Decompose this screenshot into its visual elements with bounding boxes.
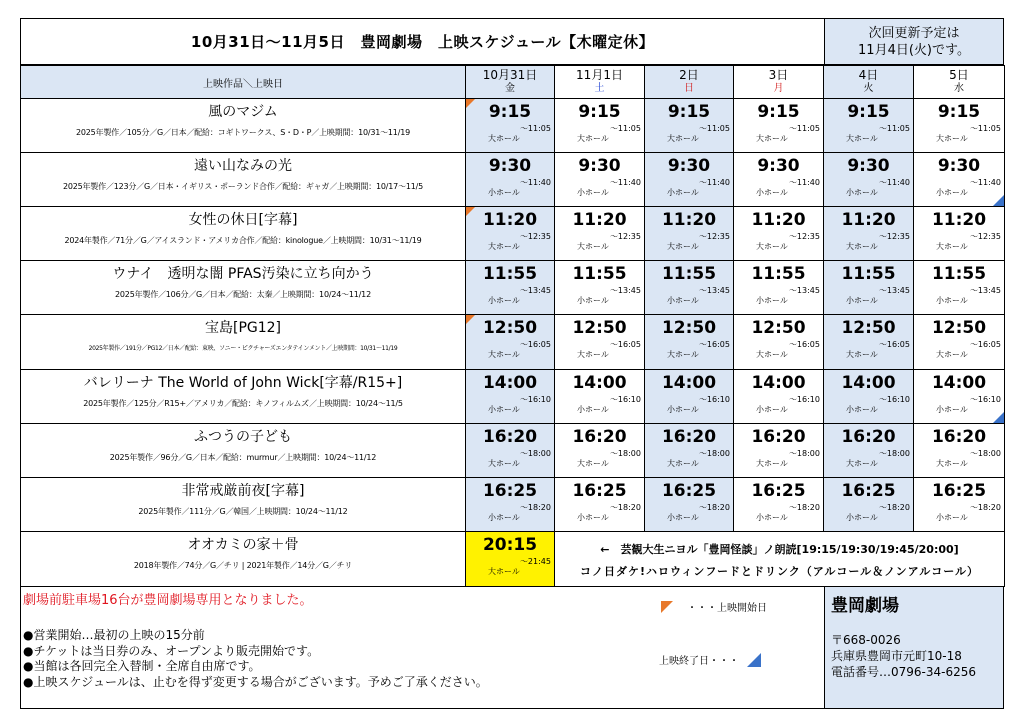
showtime-slot: [824, 99, 914, 153]
screen-name: 大ホール: [846, 459, 878, 468]
end-time: ～11:40: [698, 178, 730, 187]
showtime-slot: [466, 478, 555, 532]
day-date: 2日: [679, 68, 699, 82]
showtime-slot: [555, 315, 645, 370]
end-time: ～16:10: [878, 395, 910, 404]
showtime-slot: [555, 424, 645, 478]
showtime-slot: [466, 370, 555, 424]
movie-title: 宝島[PG12]: [204, 320, 282, 336]
movie-cell: [21, 207, 466, 261]
screen-name: 小ホール: [756, 513, 788, 522]
start-time: 9:30: [757, 156, 800, 176]
end-time: ～11:40: [519, 178, 551, 187]
screen-name: 小ホール: [667, 296, 699, 305]
showtime-slot: [466, 99, 555, 153]
end-time: ～11:05: [698, 124, 730, 133]
screen-name: 大ホール: [936, 350, 968, 359]
screen-name: 小ホール: [488, 296, 520, 305]
movie-cell: [21, 153, 466, 207]
showtime-slot: [555, 207, 645, 261]
movie-title: 遠い山なみの光: [194, 158, 292, 174]
movie-info: 2025年製作／123分／G／日本・イギリス・ポーランド合作／配給：ギャガ／上映期間：10/17～11/5: [62, 182, 424, 191]
start-time: 9:30: [847, 156, 890, 176]
screen-name: 小ホール: [846, 405, 878, 414]
screen-name: 小ホール: [936, 405, 968, 414]
day-weekday: 土: [594, 83, 605, 94]
showtime-slot: [555, 370, 645, 424]
showtime-slot: [645, 424, 734, 478]
end-time: ～18:00: [698, 449, 730, 458]
start-time: 16:20: [751, 427, 806, 447]
end-time: ～13:45: [519, 286, 551, 295]
parking-notice: 劇場前駐車場16台が豊岡劇場専用となりました。: [23, 593, 313, 608]
start-time: 11:55: [931, 264, 987, 284]
start-time: 14:00: [572, 373, 627, 393]
legend-end-label: 上映終了日・・・: [659, 656, 739, 667]
movie-cell: [21, 261, 466, 315]
screen-name: 大ホール: [756, 242, 788, 251]
end-time: ～18:00: [788, 449, 820, 458]
end-time: ～18:20: [788, 503, 820, 512]
start-time: 9:15: [578, 102, 621, 122]
end-time: ～18:00: [609, 449, 641, 458]
showtime-slot: [824, 153, 914, 207]
end-time: ～18:20: [698, 503, 730, 512]
update-notice-line2: 11月4日(火)です。: [858, 42, 970, 58]
end-marker-icon: [747, 653, 761, 667]
screen-name: 小ホール: [936, 188, 968, 197]
end-time: ～18:20: [519, 503, 551, 512]
start-time: 16:25: [572, 481, 627, 501]
start-time: 11:55: [841, 264, 896, 284]
showtime-slot: [734, 207, 824, 261]
start-time: 16:25: [751, 481, 806, 501]
movie-title: ふつうの子ども: [194, 429, 292, 445]
start-time: 12:50: [931, 318, 987, 338]
end-time: ～11:40: [788, 178, 820, 187]
end-time: ～13:45: [969, 286, 1001, 295]
start-time: 11:55: [751, 264, 806, 284]
start-time: 11:55: [482, 264, 538, 284]
day-header: [555, 66, 645, 99]
end-time: ～12:35: [969, 232, 1001, 241]
day-date: 5日: [949, 68, 969, 82]
start-time: 9:30: [667, 156, 711, 176]
showtime-slot: [734, 153, 824, 207]
start-time: 16:20: [572, 427, 627, 447]
start-time: 12:50: [482, 318, 538, 338]
screen-name: 小ホール: [846, 188, 878, 197]
start-time: 11:20: [751, 210, 806, 230]
screen-name: 大ホール: [936, 242, 968, 251]
day-weekday: 日: [684, 83, 694, 94]
showtime-slot: [734, 370, 824, 424]
showtime-slot: [555, 478, 645, 532]
note-item: ●上映スケジュールは、止むを得ず変更する場合がございます。予めご了承ください。: [23, 674, 488, 689]
showtime-slot: [466, 315, 555, 370]
end-time: ～21:45: [519, 557, 551, 566]
start-time: 11:20: [841, 210, 896, 230]
start-time: 9:15: [488, 102, 532, 122]
movie-row: [21, 478, 1005, 532]
showtime-slot: [734, 99, 824, 153]
movie-cell: [21, 370, 466, 424]
start-time: 16:20: [482, 427, 538, 447]
movie-title: オオカミの家＋骨: [187, 537, 299, 553]
screen-name: 大ホール: [846, 242, 878, 251]
showtime-slot: [734, 478, 824, 532]
end-time: ～12:35: [878, 232, 910, 241]
theater-info: [825, 587, 1003, 708]
screen-name: 小ホール: [488, 405, 520, 414]
start-time: 12:50: [661, 318, 717, 338]
start-time: 14:00: [931, 373, 987, 393]
showtime-slot: [824, 261, 914, 315]
screen-name: 大ホール: [488, 459, 520, 468]
day-header: [824, 66, 914, 99]
end-time: ～11:05: [878, 124, 910, 133]
screen-name: 小ホール: [577, 405, 609, 414]
end-time: ～13:45: [878, 286, 910, 295]
end-time: ～16:05: [878, 340, 910, 349]
start-time: 12:50: [841, 318, 896, 338]
movie-info: 2025年製作／111分／G／韓国／上映期間：10/24～11/12: [138, 507, 348, 516]
movie-info: 2025年製作／96分／G／日本／配給：murmur／上映期間：10/24～11/12: [109, 453, 377, 462]
end-marker-icon: [993, 195, 1004, 206]
end-time: ～16:05: [969, 340, 1001, 349]
end-time: ～12:35: [788, 232, 820, 241]
movie-row: [21, 261, 1005, 315]
end-time: ～11:05: [788, 124, 820, 133]
start-time: 14:00: [661, 373, 717, 393]
event-line-1: ← 芸観大生ニヨル「豊岡怪談」ノ朗読[19:15/19:30/19:45/20:00]: [600, 543, 959, 556]
showtime-slot: [645, 99, 734, 153]
start-time: 11:20: [482, 210, 538, 230]
start-time: 11:20: [931, 210, 987, 230]
showtime-slot: [914, 207, 1005, 261]
movie-cell: [21, 99, 466, 153]
event-line-2: コノ日ダケ!ハロウィンフードとドリンク（アルコール＆ノンアルコール）: [579, 565, 980, 578]
movie-row: [21, 153, 1005, 207]
start-time: 9:30: [937, 156, 981, 176]
end-time: ～18:00: [969, 449, 1001, 458]
showtime-slot: [824, 370, 914, 424]
end-time: ～16:05: [609, 340, 641, 349]
end-time: ～16:05: [519, 340, 551, 349]
screen-name: 小ホール: [667, 513, 699, 522]
start-time: 11:20: [661, 210, 717, 230]
movie-row: [21, 424, 1005, 478]
end-time: ～16:10: [788, 395, 820, 404]
start-time: 9:30: [578, 156, 621, 176]
screen-name: 大ホール: [936, 134, 968, 143]
screen-name: 小ホール: [846, 513, 878, 522]
showtime-slot: [555, 153, 645, 207]
movie-title: 非常戒厳前夜[字幕]: [181, 483, 305, 499]
day-weekday: 水: [954, 83, 964, 94]
start-time: 16:20: [841, 427, 896, 447]
screen-name: 大ホール: [846, 134, 878, 143]
start-time: 9:15: [847, 102, 890, 122]
showtime-slot: [734, 424, 824, 478]
end-time: ～13:45: [609, 286, 641, 295]
start-time: 16:25: [482, 481, 538, 501]
screen-name: 大ホール: [577, 350, 609, 359]
footer: [20, 587, 1004, 709]
movie-info: 2025年製作／106分／G／日本／配給：太秦／上映期間：10/24～11/12: [115, 290, 371, 299]
screen-name: 大ホール: [936, 459, 968, 468]
end-time: ～18:20: [969, 503, 1001, 512]
movie-row: [21, 207, 1005, 261]
screen-name: 大ホール: [488, 242, 520, 251]
screen-name: 大ホール: [756, 134, 788, 143]
showtime-slot: [645, 370, 734, 424]
showtime-slot: [914, 315, 1005, 370]
end-time: ～11:05: [609, 124, 641, 133]
start-time: 16:25: [931, 481, 987, 501]
movie-row: [21, 315, 1005, 370]
day-header: [645, 66, 734, 99]
day-header: [914, 66, 1005, 99]
end-time: ～12:35: [519, 232, 551, 241]
showtime-slot: [466, 261, 555, 315]
end-time: ～12:35: [698, 232, 730, 241]
movie-cell: [21, 532, 466, 587]
showtime-slot: [645, 478, 734, 532]
screen-name: 大ホール: [577, 134, 609, 143]
end-time: ～18:20: [609, 503, 641, 512]
start-time: 16:20: [661, 427, 717, 447]
screen-name: 大ホール: [756, 459, 788, 468]
day-header-row: [21, 66, 1005, 99]
start-time: 16:25: [841, 481, 896, 501]
start-time: 9:15: [757, 102, 800, 122]
showtime-slot: [734, 315, 824, 370]
movie-info: 2018年製作／74分／G／チリ | 2021年製作／14分／G／チリ: [133, 561, 353, 570]
postal-code: 〒668-0026: [831, 633, 901, 647]
special-event: [555, 532, 1005, 587]
showtime-slot: [914, 261, 1005, 315]
screen-name: 大ホール: [488, 350, 520, 359]
showtime-slot: [914, 478, 1005, 532]
showtime-slot: [824, 315, 914, 370]
showtime-slot: [645, 261, 734, 315]
day-date: 10月31日: [482, 68, 538, 82]
end-time: ～13:45: [698, 286, 730, 295]
end-time: ～18:00: [878, 449, 910, 458]
showtime-slot: [555, 261, 645, 315]
showtime-slot: [466, 424, 555, 478]
movie-cell: [21, 478, 466, 532]
movie-row: [21, 99, 1005, 153]
end-time: ～11:40: [969, 178, 1001, 187]
showtime-slot: [466, 207, 555, 261]
showtime-slot: [824, 207, 914, 261]
day-weekday: 月: [773, 83, 784, 94]
theater-name: 豊岡劇場: [831, 596, 899, 616]
end-time: ～11:40: [609, 178, 641, 187]
screen-name: 大ホール: [667, 134, 699, 143]
day-header: [734, 66, 824, 99]
showtime-slot: [824, 478, 914, 532]
screen-name: 小ホール: [756, 405, 788, 414]
note-item: ●チケットは当日券のみ、オープンより販売開始です。: [23, 643, 320, 658]
start-time: 9:30: [488, 156, 532, 176]
start-time: 11:55: [661, 264, 717, 284]
start-time: 12:50: [572, 318, 627, 338]
start-time: 14:00: [751, 373, 806, 393]
screen-name: 小ホール: [936, 296, 968, 305]
showtime-slot: [914, 153, 1005, 207]
day-weekday: 金: [505, 83, 515, 94]
movie-info: 2025年製作／191分／PG12／日本／配給：東映、ソニー・ピクチャーズエンタテインメント／上映期間：10/31～11/19: [88, 345, 398, 352]
showtime-slot: [914, 424, 1005, 478]
start-marker-icon: [466, 207, 475, 216]
day-weekday: 火: [863, 83, 874, 94]
start-time: 20:15: [482, 535, 538, 555]
phone: 電話番号…0796-34-6256: [831, 665, 977, 679]
screen-name: 大ホール: [846, 350, 878, 359]
footer-notes-panel: [21, 587, 825, 708]
movie-title: ウナイ 透明な闇 PFAS汚染に立ち向かう: [112, 266, 374, 282]
screen-name: 小ホール: [846, 296, 878, 305]
start-time: 9:15: [937, 102, 981, 122]
movie-info: 2024年製作／71分／G／アイスランド・アメリカ合作／配給：kinologue／上映期間：10/31～11/19: [64, 236, 422, 245]
showtime-slot: [466, 153, 555, 207]
movie-title: バレリーナ The World of John Wick[字幕/R15+]: [83, 375, 403, 391]
showtime-slot: [645, 315, 734, 370]
end-time: ～11:40: [878, 178, 910, 187]
screen-name: 大ホール: [667, 459, 699, 468]
screen-name: 大ホール: [577, 459, 609, 468]
start-marker-icon: [466, 315, 475, 324]
special-row: [21, 532, 1005, 587]
start-marker-icon: [661, 601, 673, 613]
legend-start: [661, 599, 767, 614]
page-title: 10月31日～11月5日 豊岡劇場 上映スケジュール【木曜定休】: [21, 19, 825, 64]
showtime-slot: [555, 99, 645, 153]
start-time: 14:00: [841, 373, 896, 393]
legend-start-label: ・・・上映開始日: [687, 603, 767, 614]
end-time: ～16:10: [609, 395, 641, 404]
screen-name: 小ホール: [756, 296, 788, 305]
screen-name: 小ホール: [936, 513, 968, 522]
screen-name: 小ホール: [577, 296, 609, 305]
showtime-slot: [466, 532, 555, 587]
schedule-table: [20, 65, 1005, 587]
start-time: 16:25: [661, 481, 717, 501]
end-time: ～18:20: [878, 503, 910, 512]
end-time: ～16:10: [519, 395, 551, 404]
legend-end: [659, 652, 761, 667]
address: 兵庫県豊岡市元町10-18: [831, 649, 962, 663]
update-notice: [825, 19, 1003, 64]
screen-name: 小ホール: [577, 188, 609, 197]
day-date: 4日: [858, 68, 879, 82]
end-time: ～18:00: [519, 449, 551, 458]
movie-cell: [21, 315, 466, 370]
start-time: 11:20: [572, 210, 627, 230]
day-date: 3日: [768, 68, 789, 82]
showtime-slot: [914, 370, 1005, 424]
movie-info: 2025年製作／125分／R15+／アメリカ／配給：キノフィルムズ／上映期間：10/24～11/5: [83, 399, 403, 408]
screen-name: 小ホール: [756, 188, 788, 197]
screen-name: 大ホール: [667, 242, 699, 251]
screen-name: 大ホール: [488, 567, 520, 576]
start-time: 16:20: [931, 427, 987, 447]
day-date: 11月1日: [576, 68, 623, 82]
movie-row: [21, 370, 1005, 424]
movie-cell: [21, 424, 466, 478]
end-time: ～16:05: [698, 340, 730, 349]
end-time: ～12:35: [609, 232, 641, 241]
movie-title: 風のマジム: [208, 104, 278, 120]
screen-name: 小ホール: [488, 188, 520, 197]
start-time: 12:50: [751, 318, 806, 338]
note-item: ●当館は各回完全入替制・全席自由席です。: [23, 659, 261, 673]
end-time: ～11:05: [519, 124, 551, 133]
schedule-sheet: [20, 18, 1004, 708]
screen-name: 小ホール: [577, 513, 609, 522]
note-item: ●営業開始…最初の上映の15分前: [23, 628, 205, 642]
end-time: ～13:45: [788, 286, 820, 295]
showtime-slot: [645, 207, 734, 261]
notes-list: [23, 628, 488, 690]
showtime-slot: [734, 261, 824, 315]
showtime-slot: [824, 424, 914, 478]
start-time: 9:15: [667, 102, 711, 122]
screen-name: 小ホール: [667, 188, 699, 197]
start-time: 14:00: [482, 373, 538, 393]
start-marker-icon: [466, 99, 475, 108]
start-time: 11:55: [572, 264, 627, 284]
screen-name: 小ホール: [488, 513, 520, 522]
movie-info: 2025年製作／105分／G／日本／配給：コギトワークス、S・D・P／上映期間：10/31～11/19: [76, 128, 410, 137]
header: [20, 18, 1004, 65]
showtime-slot: [645, 153, 734, 207]
day-header: [466, 66, 555, 99]
screen-name: 小ホール: [667, 405, 699, 414]
screen-name: 大ホール: [488, 134, 520, 143]
update-notice-line1: 次回更新予定は: [868, 25, 960, 41]
screen-name: 大ホール: [756, 350, 788, 359]
movie-title: 女性の休日[字幕]: [188, 212, 298, 228]
end-time: ～16:10: [969, 395, 1001, 404]
end-time: ～16:05: [788, 340, 820, 349]
end-marker-icon: [993, 412, 1004, 423]
showtime-slot: [914, 99, 1005, 153]
end-time: ～11:05: [969, 124, 1001, 133]
end-time: ～16:10: [698, 395, 730, 404]
screen-name: 大ホール: [667, 350, 699, 359]
corner-label: 上映作品＼上映日: [21, 66, 466, 99]
screen-name: 大ホール: [577, 242, 609, 251]
